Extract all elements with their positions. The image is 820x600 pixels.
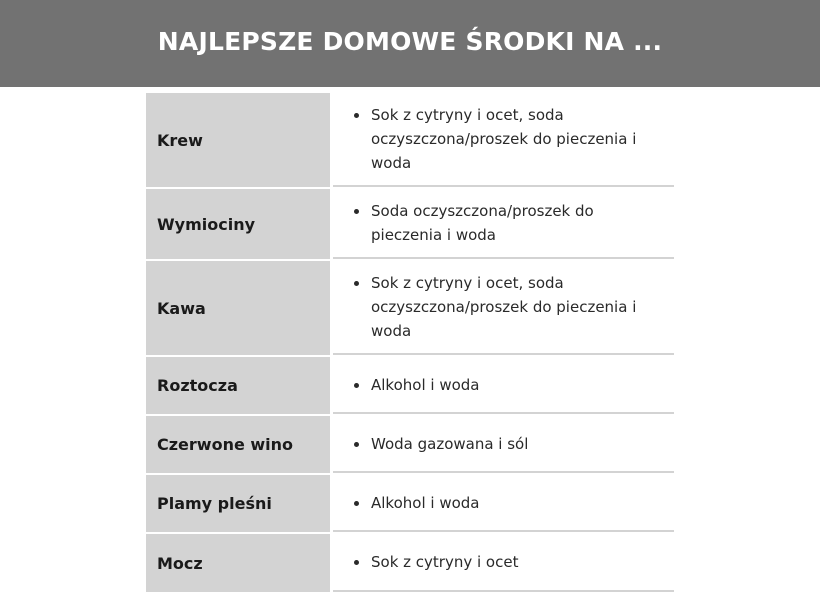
remedy-list-item	[354, 103, 656, 175]
remedy-text: Sok z cytryny i ocet, soda oczyszczona/proszek do pieczenia i woda	[371, 274, 637, 340]
table-row	[146, 357, 674, 414]
bullet-icon	[354, 442, 359, 447]
table-row	[146, 189, 674, 259]
remedy-cell	[333, 475, 674, 532]
table-row	[146, 261, 674, 355]
stain-name: Plamy pleśni	[146, 475, 330, 532]
remedy-text: Sok z cytryny i ocet	[371, 553, 519, 571]
stain-name: Kawa	[146, 261, 330, 355]
table-row	[146, 534, 674, 592]
table-row	[146, 475, 674, 532]
remedies-table	[146, 93, 674, 592]
bullet-icon	[354, 560, 359, 565]
stain-name: Wymiociny	[146, 189, 330, 259]
table-row	[146, 93, 674, 187]
remedy-list-item	[354, 491, 656, 515]
remedy-text: Alkohol i woda	[371, 375, 480, 394]
remedy-list-item	[354, 271, 656, 343]
remedy-cell	[333, 189, 674, 259]
remedy-cell	[333, 416, 674, 473]
remedy-cell	[333, 357, 674, 414]
stain-name: Roztocza	[146, 357, 330, 414]
remedy-list-item	[354, 550, 656, 574]
remedy-list-item	[354, 199, 656, 247]
remedy-list-item	[354, 432, 656, 456]
stain-name: Mocz	[146, 534, 330, 592]
remedy-cell	[333, 93, 674, 187]
page-header	[0, 0, 820, 87]
bullet-icon	[354, 501, 359, 506]
remedy-list-item	[354, 373, 656, 397]
remedy-text: Sok z cytryny i ocet, soda oczyszczona/proszek do pieczenia i woda	[371, 106, 637, 172]
remedy-text: Soda oczyszczona/proszek do pieczenia i woda	[371, 202, 594, 244]
remedy-cell	[333, 534, 674, 592]
bullet-icon	[354, 209, 359, 214]
bullet-icon	[354, 383, 359, 388]
stain-name: Czerwone wino	[146, 416, 330, 473]
page-title: NAJLEPSZE DOMOWE ŚRODKI NA ...	[157, 27, 663, 56]
remedy-text: Woda gazowana i sól	[371, 434, 529, 453]
remedy-cell	[333, 261, 674, 355]
bullet-icon	[354, 281, 359, 286]
remedy-text: Alkohol i woda	[371, 493, 480, 512]
table-row	[146, 416, 674, 473]
bullet-icon	[354, 113, 359, 118]
stain-name: Krew	[146, 93, 330, 187]
